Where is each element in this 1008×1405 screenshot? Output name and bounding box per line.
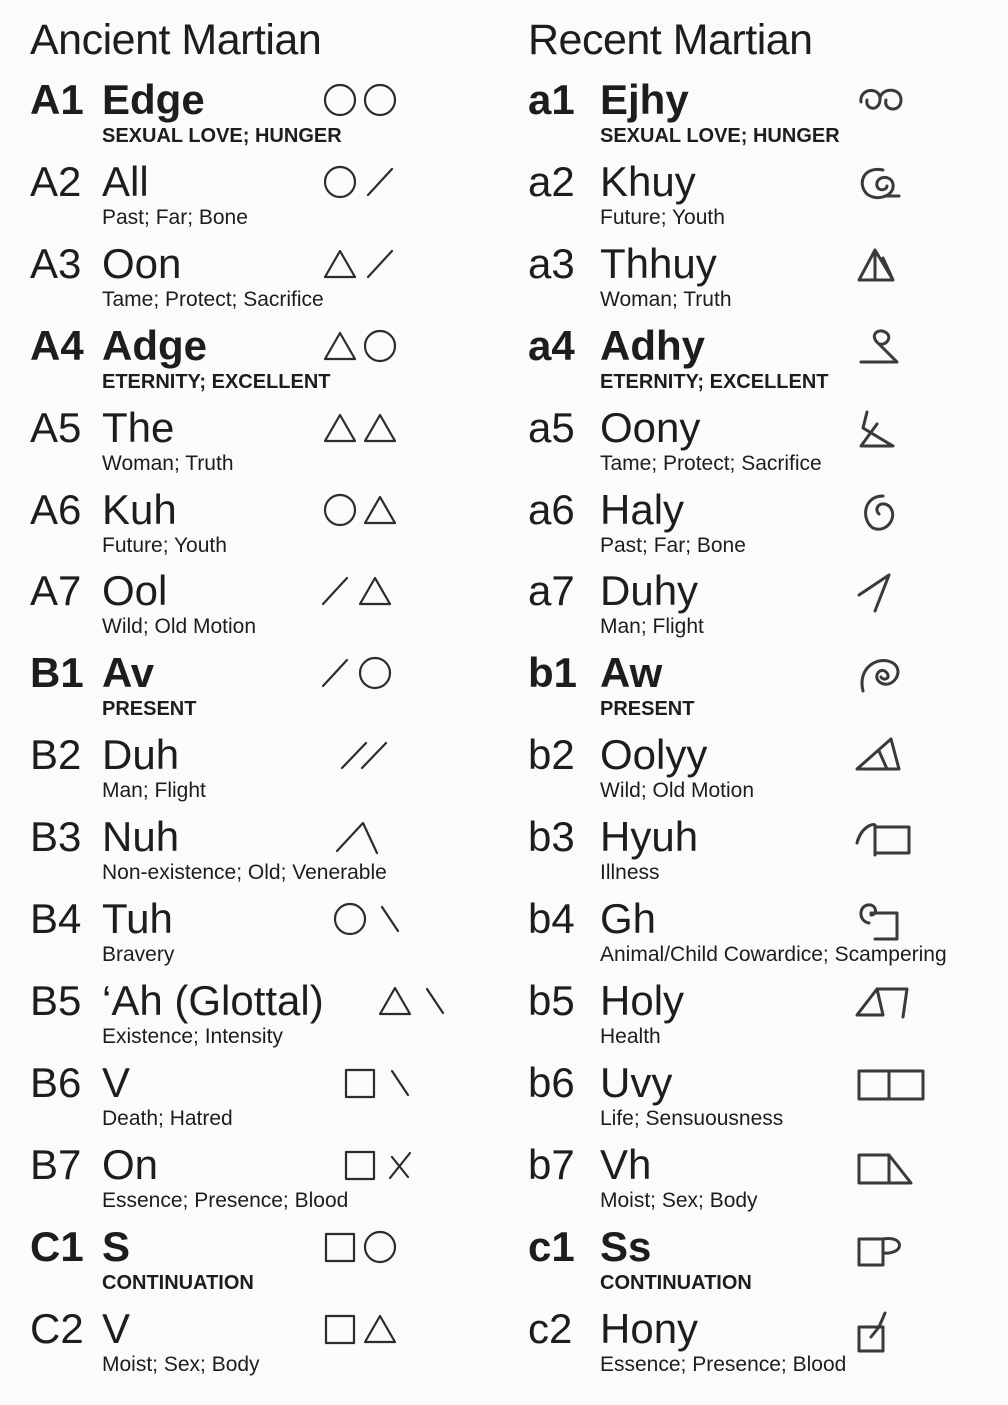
entry-code: c1: [528, 1222, 575, 1270]
entry-meaning: Illness: [600, 861, 660, 885]
entry-meaning: PRESENT: [102, 698, 197, 721]
entry-b7: [528, 1141, 998, 1223]
slash-backslash-icon: [325, 817, 415, 859]
entry-a5: [528, 404, 998, 486]
entry-meaning: Animal/Child Cowardice; Scampering: [600, 943, 947, 966]
entry-A5: [30, 404, 470, 486]
entry-code: B2: [30, 731, 82, 779]
entry-name: Khuy: [600, 157, 696, 205]
entry-meaning: Wild; Old Motion: [102, 615, 257, 639]
entry-name: Vh: [600, 1140, 652, 1188]
entry-code: a2: [528, 157, 575, 205]
entry-A4: [30, 322, 470, 404]
triangle-square-icon: [853, 981, 945, 1029]
entry-a2: [528, 158, 998, 240]
entry-meaning: Health: [600, 1024, 661, 1048]
entry-B5: [30, 977, 470, 1059]
entry-name: Oony: [600, 403, 701, 451]
entry-meaning: Bravery: [102, 943, 175, 966]
recent-martian-title: Recent Martian: [528, 16, 813, 64]
entry-B2: [30, 731, 470, 813]
entry-name: ‘Ah (Glottal): [102, 976, 324, 1024]
slash-slash-icon: [330, 735, 420, 777]
entry-meaning: Wild; Old Motion: [600, 779, 755, 803]
entry-a4: [528, 322, 998, 404]
entry-meaning: Past; Far; Bone: [600, 533, 746, 557]
double-loop-icon: [853, 80, 945, 128]
entry-B6: [30, 1059, 470, 1141]
entry-code: A6: [30, 485, 82, 533]
entry-code: b7: [528, 1140, 575, 1188]
entry-name: Hyuh: [600, 813, 699, 861]
entry-B3: [30, 813, 470, 895]
entry-code: A5: [30, 403, 82, 451]
entry-code: b1: [528, 649, 578, 697]
entry-code: c2: [528, 1304, 573, 1352]
entry-code: a4: [528, 321, 575, 369]
entry-name: Thhuy: [600, 239, 717, 287]
entry-name: Haly: [600, 485, 685, 533]
entry-name: Tuh: [102, 895, 173, 942]
entry-code: A2: [30, 157, 82, 205]
square-check-icon: [853, 1309, 945, 1357]
ancient-martian-title: Ancient Martian: [30, 16, 322, 64]
entry-meaning: Existence; Intensity: [102, 1024, 283, 1048]
entry-meaning: Tame; Protect; Sacrifice: [102, 287, 324, 311]
spiral-tail-icon: [853, 162, 945, 210]
entry-code: B7: [30, 1140, 82, 1188]
spiral-icon: [853, 490, 945, 538]
entry-code: a6: [528, 485, 575, 533]
entry-name: Nuh: [102, 813, 180, 861]
entry-name: All: [102, 157, 149, 205]
loop-square-icon: [853, 899, 945, 947]
triangle-backslash-icon: [375, 981, 465, 1023]
entry-A7: [30, 567, 470, 649]
entry-meaning: Woman; Truth: [102, 451, 234, 475]
entry-A2: [30, 158, 470, 240]
entry-b5: [528, 977, 998, 1059]
entry-code: B5: [30, 976, 82, 1024]
entry-name: V: [102, 1304, 131, 1352]
entry-code: b2: [528, 731, 575, 779]
entry-name: Duhy: [600, 567, 699, 615]
entry-meaning: Man; Flight: [102, 779, 206, 803]
double-square-icon: [853, 1063, 945, 1111]
entry-name: Uvy: [600, 1058, 673, 1106]
entry-name: Ss: [600, 1222, 652, 1270]
entry-name: Oolyy: [600, 731, 708, 779]
entry-meaning: CONTINUATION: [102, 1271, 254, 1294]
square-triangle-joined-icon: [853, 1145, 945, 1193]
entry-meaning: Past; Far; Bone: [102, 205, 248, 229]
entry-name: Adhy: [600, 321, 705, 369]
triangle-slash-icon: [320, 244, 410, 286]
entry-C1: [30, 1223, 470, 1305]
entry-code: B1: [30, 649, 84, 697]
entry-a6: [528, 486, 998, 568]
entry-B4: [30, 895, 470, 977]
entry-meaning: Essence; Presence; Blood: [600, 1352, 847, 1376]
entry-meaning: ETERNITY; EXCELLENT: [600, 370, 829, 393]
circle-slash-icon: [320, 162, 410, 204]
entry-code: C2: [30, 1304, 84, 1352]
entry-name: Duh: [102, 731, 180, 779]
hook-square-icon: [853, 817, 945, 865]
coil-icon: [853, 653, 945, 701]
entry-b1: [528, 649, 998, 731]
entry-meaning: Moist; Sex; Body: [600, 1188, 758, 1212]
entry-B7: [30, 1141, 470, 1223]
entry-meaning: ETERNITY; EXCELLENT: [102, 370, 331, 393]
square-cross-icon: [340, 1145, 430, 1187]
entry-code: b6: [528, 1058, 575, 1106]
entry-meaning: Non-existence; Old; Venerable: [102, 861, 387, 885]
entry-meaning: Death; Hatred: [102, 1106, 233, 1130]
entry-b4: [528, 895, 998, 977]
circle-triangle-icon: [320, 490, 410, 532]
entry-name: The: [102, 403, 175, 451]
entry-name: On: [102, 1140, 159, 1188]
hook-stroke-icon: [853, 571, 945, 619]
entry-code: B6: [30, 1058, 82, 1106]
entry-meaning: Life; Sensuousness: [600, 1106, 784, 1130]
entry-name: S: [102, 1222, 131, 1270]
entry-code: C1: [30, 1222, 84, 1270]
square-loop-icon: [853, 1227, 945, 1275]
entry-A3: [30, 240, 470, 322]
entry-code: a1: [528, 76, 575, 123]
entry-name: V: [102, 1058, 131, 1106]
entry-A6: [30, 486, 470, 568]
square-backslash-icon: [340, 1063, 430, 1105]
entry-code: A3: [30, 239, 82, 287]
entry-a1: [528, 76, 998, 158]
entry-b6: [528, 1059, 998, 1141]
entry-b2: [528, 731, 998, 813]
circle-backslash-icon: [330, 899, 420, 941]
entry-meaning: Future; Youth: [102, 533, 227, 557]
entry-code: B4: [30, 895, 82, 942]
entry-meaning: Woman; Truth: [600, 287, 732, 311]
entry-meaning: SEXUAL LOVE; HUNGER: [102, 125, 342, 147]
entry-a7: [528, 567, 998, 649]
triangle-circle-icon: [320, 326, 410, 368]
entry-name: Av: [102, 649, 155, 697]
entry-code: b3: [528, 813, 575, 861]
entry-name: Holy: [600, 976, 685, 1024]
entry-name: Adge: [102, 321, 207, 369]
entry-name: Hony: [600, 1304, 699, 1352]
entry-C2: [30, 1305, 470, 1387]
entry-meaning: Future; Youth: [600, 205, 725, 229]
entry-meaning: Man; Flight: [600, 615, 704, 639]
triangle-stroke-icon: [853, 408, 945, 456]
entry-name: Ool: [102, 567, 168, 615]
square-circle-icon: [320, 1227, 410, 1269]
slash-circle-icon: [315, 653, 405, 695]
entry-code: A1: [30, 76, 84, 123]
entry-code: b5: [528, 976, 575, 1024]
entry-name: Edge: [102, 76, 205, 123]
entry-meaning: Moist; Sex; Body: [102, 1352, 260, 1376]
entry-meaning: Essence; Presence; Blood: [102, 1188, 349, 1212]
entry-code: a7: [528, 567, 575, 615]
entry-code: b4: [528, 895, 575, 942]
entry-name: Gh: [600, 895, 657, 942]
triangle-loop-icon: [853, 326, 945, 374]
entry-meaning: Tame; Protect; Sacrifice: [600, 451, 822, 475]
entry-c1: [528, 1223, 998, 1305]
entry-name: Kuh: [102, 485, 177, 533]
entry-meaning: PRESENT: [600, 698, 695, 721]
entry-c2: [528, 1305, 998, 1387]
entry-code: a3: [528, 239, 575, 287]
circle-circle-icon: [320, 80, 410, 122]
entry-meaning: SEXUAL LOVE; HUNGER: [600, 125, 840, 147]
entry-code: a5: [528, 403, 575, 451]
split-triangle-icon: [853, 735, 945, 783]
entry-code: A7: [30, 567, 82, 615]
entry-A1: [30, 76, 470, 158]
double-triangle-icon: [853, 244, 945, 292]
square-triangle-icon: [320, 1309, 410, 1351]
entry-name: Oon: [102, 239, 182, 287]
entry-B1: [30, 649, 470, 731]
slash-triangle-icon: [315, 571, 405, 613]
entry-name: Aw: [600, 649, 663, 697]
entry-meaning: CONTINUATION: [600, 1271, 752, 1294]
entry-b3: [528, 813, 998, 895]
entry-a3: [528, 240, 998, 322]
entry-code: A4: [30, 321, 84, 369]
entry-name: Ejhy: [600, 76, 689, 123]
triangle-triangle-icon: [320, 408, 410, 450]
entry-code: B3: [30, 813, 82, 861]
